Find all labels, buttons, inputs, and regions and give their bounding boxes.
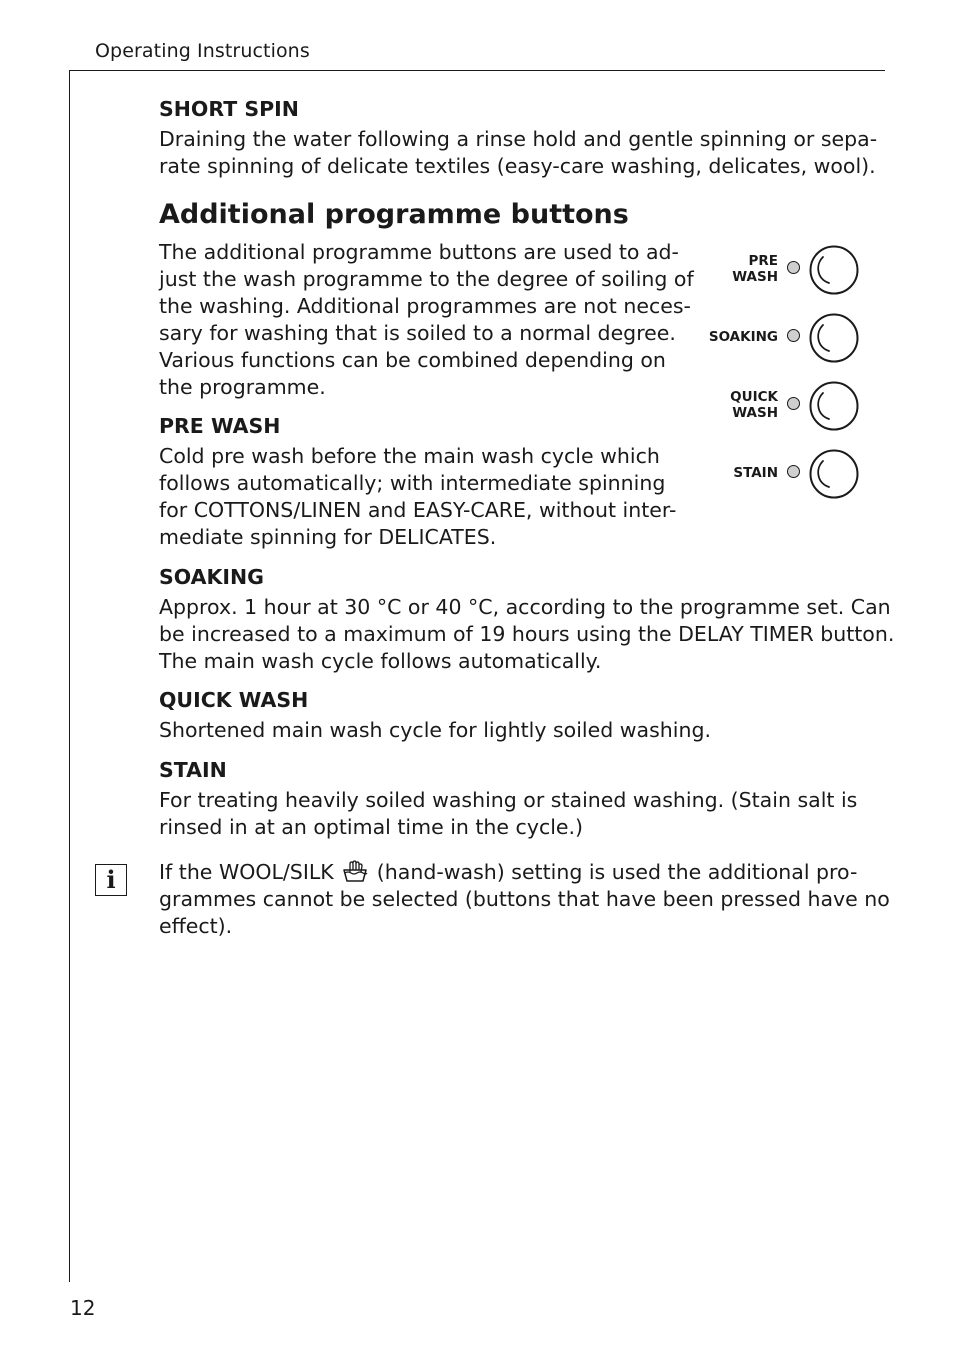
quick-wash-text	[159, 717, 711, 744]
text-line: Various functions can be combined depending on	[159, 348, 666, 372]
text-line: sary for washing that is soiled to a normal degree.	[159, 321, 676, 345]
panel-row-stain	[690, 444, 870, 500]
quick-wash-heading: QUICK WASH	[159, 688, 309, 712]
round-button-icon	[808, 448, 860, 500]
panel-row-pre-wash	[690, 240, 870, 296]
info-icon: i	[95, 864, 127, 896]
margin-rule	[69, 70, 70, 1282]
panel-label: SOAKING	[708, 329, 778, 345]
note-text	[159, 859, 890, 940]
panel-row-quick-wash	[690, 376, 870, 432]
text-line: the washing. Additional programmes are not neces-	[159, 294, 691, 318]
text-line: Cold pre wash before the main wash cycle which	[159, 444, 660, 468]
button-panel-illustration	[690, 240, 870, 510]
text-line: rate spinning of delicate textiles (easy-care washing, delicates, wool).	[159, 154, 876, 178]
page-number: 12	[70, 1296, 96, 1320]
stain-heading: STAIN	[159, 758, 227, 782]
text-line: Approx. 1 hour at 30 °C or 40 °C, according to the programme set. Can	[159, 595, 891, 619]
text-line: For treating heavily soiled washing or stained washing. (Stain salt is	[159, 788, 858, 812]
text-line: The additional programme buttons are used to ad-	[159, 240, 679, 264]
panel-row-soaking	[690, 308, 870, 364]
round-button-icon	[808, 380, 860, 432]
section-heading: Additional programme buttons	[159, 199, 629, 230]
stain-text	[159, 787, 857, 841]
text-line: the programme.	[159, 375, 326, 399]
text-line: The main wash cycle follows automatically.	[159, 649, 602, 673]
text-line: Draining the water following a rinse hold and gentle spinning or sepa-	[159, 127, 878, 151]
pre-wash-heading: PRE WASH	[159, 414, 281, 438]
round-button-icon	[808, 244, 860, 296]
text-line: (hand-wash) setting is used the additional pro-	[376, 860, 858, 884]
hand-wash-icon	[342, 859, 368, 883]
text-line: be increased to a maximum of 19 hours using the DELAY TIMER button.	[159, 622, 895, 646]
soaking-heading: SOAKING	[159, 565, 265, 589]
panel-label: STAIN	[733, 465, 778, 481]
header-rule	[69, 70, 885, 71]
short-spin-heading: SHORT SPIN	[159, 97, 299, 121]
panel-label: QUICK WASH	[730, 389, 778, 421]
text-line: grammes cannot be selected (buttons that have been pressed have no	[159, 887, 890, 911]
text-line: follows automatically; with intermediate spinning	[159, 471, 666, 495]
pre-wash-text	[159, 443, 676, 551]
indicator-light	[787, 261, 800, 274]
round-button-icon	[808, 312, 860, 364]
text-line: for COTTONS/LINEN and EASY-CARE, without inter-	[159, 498, 677, 522]
text-line: If the WOOL/SILK	[159, 860, 334, 884]
text-line: rinsed in at an optimal time in the cycle.)	[159, 815, 584, 839]
additional-text	[159, 239, 694, 401]
panel-label: PRE WASH	[732, 253, 778, 285]
indicator-light	[787, 329, 800, 342]
running-header: Operating Instructions	[95, 40, 310, 62]
indicator-light	[787, 465, 800, 478]
text-line: just the wash programme to the degree of soiling of	[159, 267, 694, 291]
text-line: Shortened main wash cycle for lightly soiled washing.	[159, 718, 711, 742]
short-spin-text	[159, 126, 877, 180]
text-line: mediate spinning for DELICATES.	[159, 525, 497, 549]
indicator-light	[787, 397, 800, 410]
soaking-text	[159, 594, 894, 675]
text-line: effect).	[159, 914, 233, 938]
